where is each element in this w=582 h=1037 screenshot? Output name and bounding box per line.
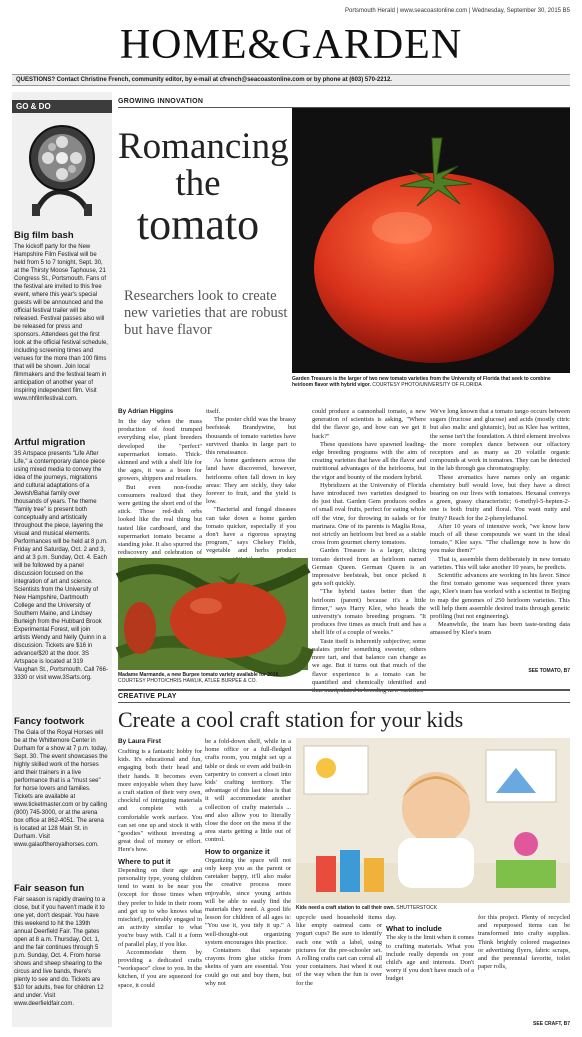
sidebar-item-body: Fair season is rapidly drawing to a close, but if you haven't made it to one yet, don't despair. You have this weekend to hit the 139th annual Deerfield Fair. The gates open at 8 a.m. Thursday, Oct. 1, and the fair continues through 5 p.m. Sunday, Oct. 4. From horse shows and sheep shearing to the circus and live bands, there's plenty to see and do. Tickets are $10 for adults, free for children 12 and under. Visit www.deerfieldfair.com. [14, 897, 106, 1007]
questions-bar: QUESTIONS? Contact Christine French, community editor, by e-mail at cfrench@seacoastonline.com or by phone at (603) 570-2212. [12, 74, 570, 86]
tomato-column-1: In the day when the mass production of food trumped everything else, plant breeders developed the "perfect" supermarket tomato. Thick-skinned and with a shelf life for the ages, it was a boon for growers, shippers and retailers. But even non-foodie consumers realized that they were getting the short end of the stick. Those red-dish orbs looked like the real thing but tasted like cardboard, and the supermarket tomato became a standing joke. It also spurred the rediscovery and celebration of [118, 418, 202, 557]
sidebar-item-title: Big film bash [14, 230, 74, 241]
page-header-strip: Portsmouth Herald | www.seacoastonline.com | Wednesday, September 30, 2015 B5 [344, 8, 570, 14]
section-divider [118, 689, 570, 691]
craft-column-3: upcycle used household items like empty oatmeal cans or yogurt cups? Be sure to identify each one with a label, using pictures for the pre-schooler set. A rolling crafts cart can corral all your containers. Just wheel it out of the way when the fun is over for the [296, 914, 382, 987]
vine-photo-caption: Madame Marmande, a new Burpee tomato variety available for 2016. COURTESY PHOTO/CHRIS HAWLIK, ATLEE BURPEE & CO. [118, 672, 280, 685]
tomato-deck: Researchers look to create new varieties that are robust but have flavor [124, 288, 288, 338]
craft-byline: By Laura First [118, 738, 161, 745]
sidebar-item-title: Fair season fun [14, 883, 85, 894]
main-photo-caption: Garden Treasure is the larger of two new tomato varieties from the University of Florida that seek to combine heirloom flavor with hybrid vigor. COURTESY PHOTO/UNIVERSITY OF FLORIDA [292, 376, 551, 389]
tomato-jump-line: SEE TOMATO, B7 [528, 668, 570, 674]
sidebar-item-body: The kickoff party for the New Hampshire Film Festival will be held from 5 to 7 tonight, Sept. 30, at the Thirsty Moose Taphouse, 21 Congress St., Portsmouth. Fans of the festival are invited to this free event, where this year's special guests will be announced and the official festival trailer will be released. Festival passes also will be released for press and sponsors. Attendees get the first look at the official festival schedule, including screening times and venues for the more than 100 films that will be shown. Join local filmmakers and the festival team in anticipation of another year of inspiring independent film. Visit www.nhfilmfestival.com. [14, 244, 108, 402]
craft-photo-caption: Kids need a craft station to call their own. SHUTTERSTOCK [296, 905, 438, 911]
sidebar-item-body: 3S Artspace presents "Life After Life," a contemporary dance piece using mixed media to convey the idea of the journeys, migrations and cultural adaptations of a Jewish/Bahai family over thousands of years. The theme "family tree" is present both conceptually and artistically throughout the piece, layering the visual and musical elements. Performances will be held at 8 p.m. Friday and Saturday, Oct. 2 and 3, and at 3 p.m. Sunday, Oct. 4. Each will be followed by a panel discussion focused on the integration of art and science. Scientists from the University of New Hampshire, Dartmouth College and the University of Southern Maine, and Lindsey Burleigh from the Hubbard Brook Experimental Forest, will join artists Wendy and Nelly Quinn in a discussion. Tickets are $16 in advance/$20 at the door. 3S Artspace is located at 319 Vaughan St., Portsmouth. Call 766-3330 or visit www.3Sarts.org. [14, 451, 108, 681]
kicker-rule [118, 702, 570, 703]
craft-photo [296, 738, 570, 903]
sidebar-item-body: The Gala of the Royal Horses will be at the Whittemore Center in Durham for a show at 7 p.m. today, Sept. 30. The event showcases the highly skilled work of the horses and their trainers in a live performance that is a "must see" for horse lovers and families. Tickets are available at www.ticketmaster.com or by calling (800) 745-3000, or at the arena box office at 862-4051. The arena is located at 128 Main St. in Durham. Visit www.galaoftheroyalhorses.com. [14, 730, 108, 848]
craft-headline: Create a cool craft station for your kids [118, 707, 464, 732]
sidebar-item-title: Artful migration [14, 437, 86, 448]
tomato-column-3: could produce a cannonball tomato, a new generation of scientists is asking, "Where did the flavor go, and how can we get it back?" These questions have spawned leading-edge breeding programs with the aim of creating varieties that have all the flavor and nutritional advantages of the heirlooms, but the vigor and bounty of the modern hybrid. Hybridizers at the University of Florida have introduced two varieties designed to do just that. Garden Gem produces oodles of small oval fruits, perfect for eating whole off the vine, for throwing in salads or for marinara. One of its parents is Maglia Rosa, not strictly an heirloom but bred as a stable cross from gourmet cherry tomatoes. Garden Treasure is a larger, slicing tomato derived from an heirloom named German Queen. German Queen is an impressive beefsteak, but once picked it gets soft quickly. "The hybrid tastes better than the heirloom (parent) because it's a little firmer," says Harry Klee, who heads the university's tomato breeding program. "It produces five times as much fruit and has a shelf life of a couple of weeks." Taste itself is inherently subjective; some palates prefer something sweeter, others more tart, and that balance can change as we age. But it turns out that much of the flavor experience is a tomato can be quantified and chemically identified and [312, 408, 426, 686]
tomato-headline: Romancing the tomato [118, 126, 289, 249]
craft-column-1: Crafting is a fantastic hobby for kids. It's educational and fun, engaging both their head and their hands. It becomes even more enjoyable when they have a craft station of their very own, chockful of intriguing materials and complete with a comfortable work surface. You can set one up and stock it with "goodies" without investing a great deal of money or effort. Here's how. Where to put it Depending on their age and personality type, young children tend to want to be near you (except for those times when they prefer to hide in their room and get up to who knows what mischief), preferably engaged in an activity similar to what you're busy with. Call it a form of parallel play, if you like. Accommodate them by providing a dedicated crafts "workspace" close to you. In the kitchen, if you are squeezed for space, it could [118, 748, 202, 989]
sidebar-item-title: Fancy footwork [14, 716, 85, 727]
craft-jump-line: SEE CRAFT, B7 [533, 1021, 570, 1027]
sidebar-heading: GO & DO [12, 100, 112, 113]
film-reel-icon [26, 120, 98, 218]
craft-column-2: be a fold-down shelf, while in a home office or a full-fledged crafts room, you might set up a table or desk or even add built-in carpentry to convert a closet into kids' crafting territory. The advantage of this last idea is that it will accommodate another collection of crafty materials ... and also allow you to literally close the door on the mess if the area starts getting a little out of control. How to organize it Organizing the space will not only keep you as the parent or caretaker happy, it'll also make the creative process more enjoyable, since young artists will be able to easily find the materials they need. A good life lesson for children of all ages is: "You use it, you tidy it up." A well-thought-out organizing system encourages this practice. Containers that separate crayons from glue sticks from skeins of yarn are essential. You could go out and buy them, but why not [205, 738, 291, 987]
story-kicker: GROWING INNOVATION [118, 98, 204, 105]
story-kicker: CREATIVE PLAY [118, 693, 177, 700]
craft-column-5: for this project. Plenty of recycled and repurposed items can be transformed into crafty supplies. Think brightly colored magazines or advertising flyers, fabric scraps, and the perennial favorite, toilet paper rolls, [478, 914, 570, 971]
tomato-column-4: We've long known that a tomato tango occurs between sugars (fructose and glucose) and acids (mostly citric but also malic and glutamic), but as Klee has written, the sense isn't the foundation. A third element involves the more complex dance between our olfactory receptors and as many as 20 volatile organic compounds at work in tomatoes. They can be detected in the lab through gas chromatography. These aromatics have names only an organic chemistry buff would love, but they have a direct bearing on our lives with tomatoes. Hexanal conveys a green, grassy characteristic; 6-methyl-5-hepten-2-one is both fruity and floral. You want nutty and fruity? Reach for the 2-phenylethanol. After 10 years of intensive work, "we know how much of all these compounds we want in the ideal tomato," Klee says. "The challenge now is how do you make them?" That is, assemble them deliberately in new tomato varieties. This will take another 10 years, he predicts. Scientific advances are working in his favor. Since the first tomato genome was sequenced three years ago, Klee's team has worked with a scientist in Beijing to map the genomes of 250 heirloom varieties. This will help them assemble desired traits through genetic profiling (but not engineering). Meanwhile, the team has been taste-testing data amassed by Klee's team [430, 408, 570, 637]
tomato-main-photo [292, 108, 570, 373]
section-masthead: HOME&GARDEN [119, 22, 463, 68]
tomato-vine-photo [118, 558, 308, 670]
tomato-column-2: itself. The poster child was the brassy beefsteak Brandywine, but thousands of tomato varieties have survived thanks in large part to this renaissance. As home gardeners across the land have discovered, however, heirlooms often fall down in key areas: They are sickly, they take forever to fruit, and the yield is low. "Bacterial and fungal diseases can take down a home garden tomato quicker, especially if you don't have a rigorous spraying program," says Chelsey Fields, vegetable and herbs product [206, 408, 296, 555]
tomato-byline: By Adrian Higgins [118, 408, 174, 415]
craft-column-4: day. What to include The sky is the limit when it comes to crafting materials. What you include really depends on your child's age and interests. Don't worry if you don't have much of a budget [386, 914, 474, 983]
